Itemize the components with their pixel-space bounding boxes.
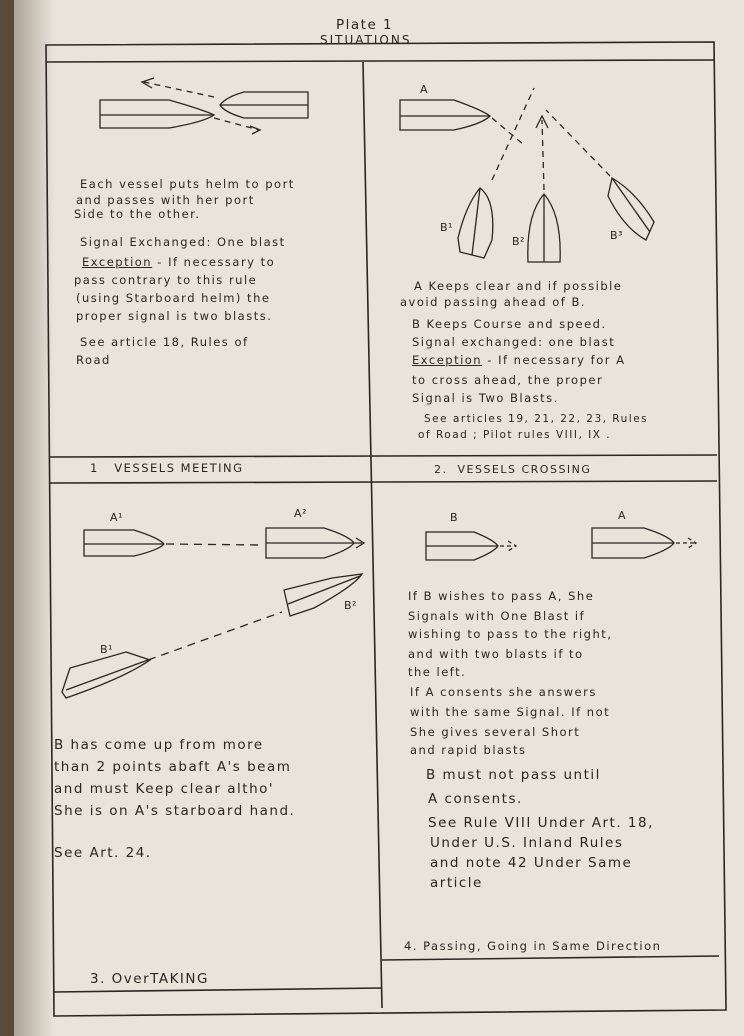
label-a1: A¹ (110, 511, 123, 524)
panel4-line-10: B must not pass until (426, 767, 601, 783)
vessel-left-hull (100, 100, 214, 128)
course-arrow-2 (214, 118, 259, 130)
label-a2: A² (294, 507, 307, 520)
panel4-caption: 4. Passing, Going in Same Direction (404, 939, 662, 953)
vessel-b3-keel (612, 178, 650, 232)
plate-drawing (14, 0, 744, 1036)
panel3-line-4: She is on A's starboard hand. (54, 803, 296, 819)
vessel-a1-hull (84, 530, 164, 556)
panel1-line-7: proper signal is two blasts. (76, 309, 273, 323)
panel3-line-2: than 2 points abaft A's beam (54, 759, 292, 775)
panel2-exception-rest: - If necessary for A (482, 353, 626, 367)
panel3-line-5: See Art. 24. (54, 845, 152, 861)
vessel-b1-course (492, 88, 534, 180)
panel1-line-9: Road (76, 353, 111, 367)
caption-rule-3 (54, 988, 382, 992)
panel4-line-13: Under U.S. Inland Rules (430, 835, 624, 851)
vessel-b1-keel (66, 660, 148, 690)
caption-rule-bottom (50, 481, 717, 483)
panel3-caption: 3. OverTAKING (90, 971, 209, 987)
panel4-line-7: with the same Signal. If not (410, 705, 611, 719)
plate-title: SITUATIONS (320, 33, 412, 47)
arrow-a2 (354, 538, 364, 548)
panel1-exception-label: Exception (82, 255, 153, 269)
label-b3: B³ (610, 229, 623, 242)
vessel-a-course (492, 118, 524, 145)
notebook-page (14, 0, 744, 1036)
panel4-line-8: She gives several Short (410, 725, 581, 739)
panel2-line-7: See articles 19, 21, 22, 23, Rules (424, 413, 649, 425)
label-b1: B¹ (440, 221, 453, 234)
arrowhead-2 (250, 126, 260, 134)
panel3-line-1: B has come up from more (54, 737, 264, 753)
label-a-passing: A (618, 509, 627, 522)
panel2-exception-line (412, 354, 625, 367)
panel1-caption: 1 VESSELS MEETING (90, 461, 244, 475)
panel3-line-3: and must Keep clear altho' (54, 781, 275, 797)
course-arrow-1 (144, 82, 214, 97)
panel4-line-1: If B wishes to pass A, She (408, 589, 595, 603)
panel1-exception-line (82, 256, 275, 269)
panel4-line-6: If A consents she answers (410, 685, 597, 699)
panel4-line-15: article (430, 875, 483, 891)
label-b1-overtaking: B¹ (100, 643, 113, 656)
panel4-line-11: A consents. (428, 791, 523, 807)
vessel-b1-course (148, 612, 282, 660)
vessel-b3-course (546, 110, 610, 176)
panel1-line-5: pass contrary to this rule (74, 273, 258, 287)
panel4-line-3: wishing to pass to the right, (408, 627, 613, 641)
panel1-line-6: (using Starboard helm) the (76, 291, 271, 305)
vessel-a-hull (400, 100, 490, 130)
vessel-b-course (500, 541, 516, 551)
panel4-line-2: Signals with One Blast if (408, 609, 586, 623)
panel1-line-2: and passes with her port (76, 193, 255, 207)
vessel-b2-course (542, 120, 544, 190)
plate-number: Plate 1 (336, 17, 394, 33)
panel2-line-4: Signal exchanged: one blast (412, 335, 616, 349)
panel1-line-1: Each vessel puts helm to port (80, 177, 295, 191)
panel4-line-14: and note 42 Under Same (430, 855, 633, 871)
panel2-line-6: Signal is Two Blasts. (412, 391, 559, 405)
vertical-divider (363, 62, 382, 1008)
vessel-a1-course (166, 544, 262, 545)
panel2-line-5: to cross ahead, the proper (412, 373, 604, 387)
panel4-line-4: and with two blasts if to (408, 647, 584, 661)
panel1-line-8: See article 18, Rules of (80, 335, 249, 349)
panel1-line-4: Signal Exchanged: One blast (80, 235, 286, 249)
top-rule (46, 60, 714, 62)
panel2-line-1: A Keeps clear and if possible (414, 279, 623, 293)
panel4-line-12: See Rule VIII Under Art. 18, (428, 815, 654, 831)
vessel-a-course-4 (676, 538, 696, 548)
label-b-passing: B (450, 511, 459, 524)
panel2-exception-label: Exception (412, 353, 483, 367)
caption-rule-top (50, 455, 717, 457)
label-b2: B² (512, 235, 525, 248)
panel1-exception-rest: - If necessary to (152, 255, 276, 269)
panel2-line-8: of Road ; Pilot rules VIII, IX . (418, 429, 612, 441)
panel1-line-3: Side to the other. (74, 207, 201, 221)
panel2-line-2: avoid passing ahead of B. (400, 295, 587, 309)
caption-rule-4 (382, 956, 719, 960)
panel4-line-5: the left. (408, 665, 467, 679)
label-b2-overtaking: B² (344, 599, 357, 612)
panel2-line-3: B Keeps Course and speed. (412, 317, 607, 331)
label-a: A (420, 83, 429, 96)
panel2-caption: 2. VESSELS CROSSING (434, 463, 592, 476)
panel4-line-9: and rapid blasts (410, 743, 527, 757)
